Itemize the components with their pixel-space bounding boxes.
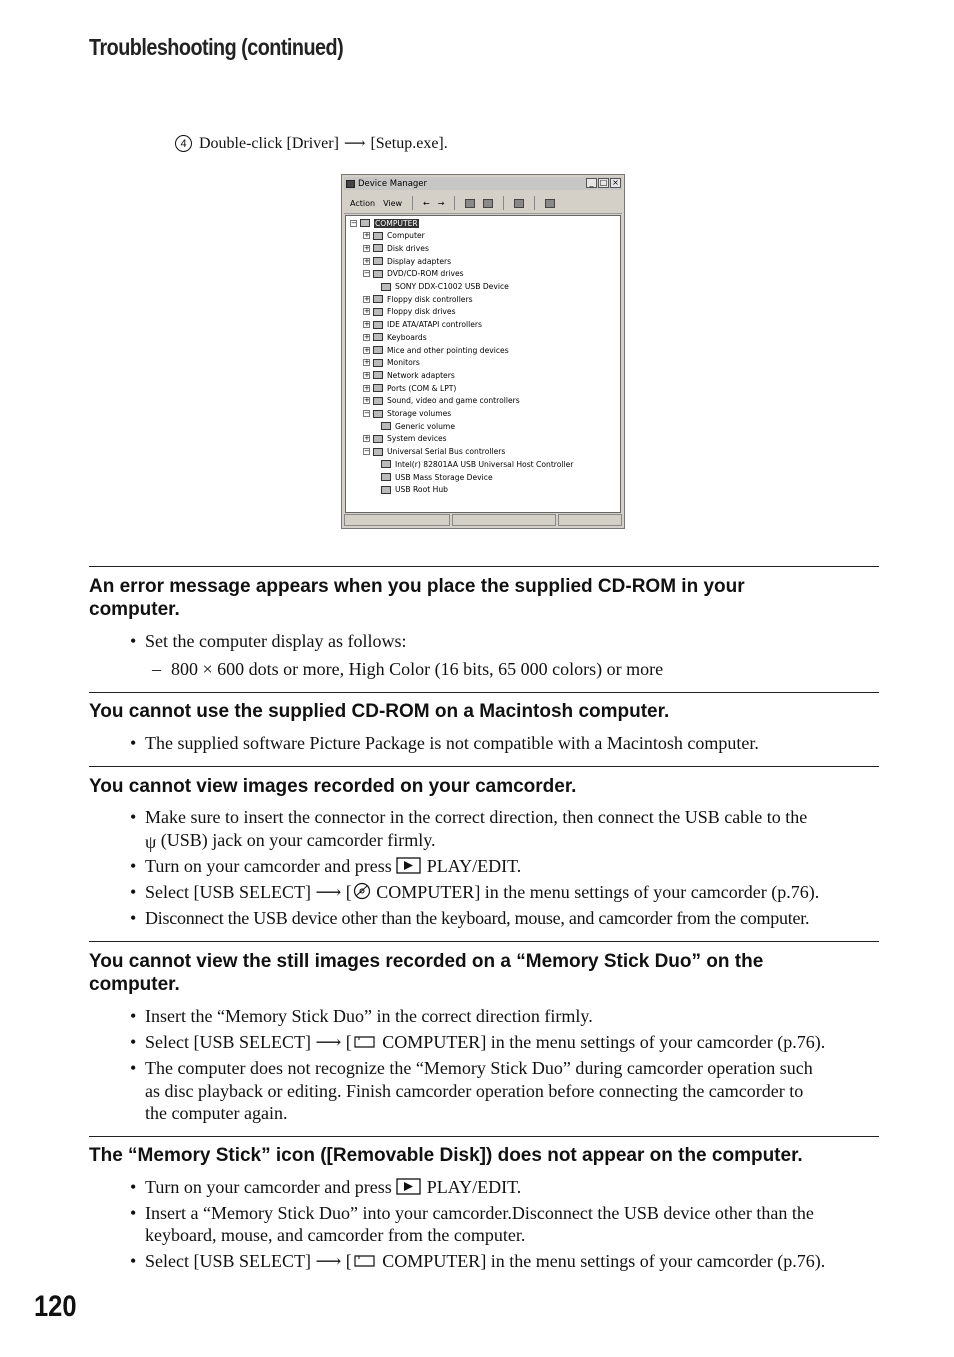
menubar bbox=[344, 193, 622, 214]
device-icon bbox=[373, 384, 383, 392]
device-icon bbox=[373, 346, 383, 354]
memory-stick-icon bbox=[352, 1034, 378, 1050]
bullet-text-continued: as disc playback or editing. Finish camcorder operation before connecting the camcorder to bbox=[145, 1081, 804, 1101]
bullet-text-usb: (USB) jack on your camcorder firmly. bbox=[160, 830, 436, 850]
heading-line: computer. bbox=[89, 974, 180, 995]
device-icon bbox=[381, 422, 391, 430]
bullet-text-continued: keyboard, mouse, and camcorder from the computer. bbox=[145, 1225, 526, 1245]
tree-node-label: SONY DDX-C1002 USB Device bbox=[395, 282, 509, 291]
window-titlebar bbox=[344, 177, 622, 190]
expand-icon: + bbox=[364, 256, 370, 265]
device-tree bbox=[345, 215, 621, 513]
bullet-icon: • bbox=[130, 631, 137, 651]
tree-node bbox=[363, 357, 420, 369]
text-part: COMPUTER] in the menu settings of your camcorder (p.76). bbox=[382, 1032, 826, 1052]
text-part: PLAY/EDIT. bbox=[426, 856, 522, 876]
tree-node-label: DVD/CD-ROM drives bbox=[387, 269, 464, 279]
tree-node bbox=[363, 408, 451, 420]
text-part: Turn on your camcorder and press bbox=[145, 1177, 392, 1197]
tree-node-label: System devices bbox=[387, 434, 447, 444]
tree-node-label: Mice and other pointing devices bbox=[387, 345, 509, 355]
bullet-icon: • bbox=[130, 882, 137, 902]
tree-node-label: Ports (COM & LPT) bbox=[387, 383, 457, 393]
expand-icon: + bbox=[364, 294, 370, 303]
step-number: 4 bbox=[175, 135, 192, 152]
help-icon bbox=[514, 199, 524, 208]
device-icon bbox=[373, 244, 383, 252]
dash-icon: – bbox=[152, 659, 161, 679]
collapse-icon: − bbox=[351, 218, 357, 227]
back-arrow-icon: ← bbox=[423, 198, 430, 208]
tree-node bbox=[363, 369, 455, 381]
tree-node-label: USB Mass Storage Device bbox=[395, 472, 493, 482]
tree-node-label: Network adapters bbox=[387, 370, 455, 380]
device-icon bbox=[373, 321, 383, 329]
memory-stick-icon bbox=[352, 1253, 378, 1269]
text-part: Select [USB SELECT] bbox=[145, 1032, 311, 1052]
bullet-icon: • bbox=[130, 807, 137, 827]
device-icon bbox=[373, 257, 383, 265]
tree-node bbox=[363, 319, 482, 331]
text-part: PLAY/EDIT. bbox=[426, 1177, 522, 1197]
section-heading-memory-stick-view bbox=[89, 950, 879, 996]
tree-node bbox=[381, 484, 448, 496]
step-4 bbox=[175, 134, 448, 153]
bullet-text: Make sure to insert the connector in the correct direction, then connect the USB cable to the bbox=[145, 807, 808, 827]
close-icon: × bbox=[610, 178, 621, 188]
tree-node-label: Display adapters bbox=[387, 256, 452, 266]
tree-node bbox=[363, 306, 456, 318]
tree-node bbox=[350, 217, 419, 229]
bullet-icon: • bbox=[130, 1203, 137, 1223]
device-icon bbox=[381, 283, 391, 291]
tree-node bbox=[363, 331, 427, 343]
device-icon bbox=[360, 219, 370, 227]
expand-icon: + bbox=[364, 243, 370, 252]
device-icon bbox=[373, 371, 383, 379]
bullet-icon: • bbox=[130, 1058, 137, 1078]
dash-text: 800 × 600 dots or more, High Color (16 bits, 65 000 colors) or more bbox=[171, 659, 664, 679]
step-text-before: Double-click [Driver] bbox=[199, 134, 339, 152]
device-manager-icon bbox=[346, 180, 355, 188]
menu-action: Action bbox=[350, 198, 376, 208]
bullet-text: Select [USB SELECT] ⟶ [ COMPUTER] in the menu settings of your camcorder (p.76). bbox=[145, 882, 820, 902]
device-icon bbox=[373, 232, 383, 240]
bullet-text: The computer does not recognize the “Memory Stick Duo” during camcorder operation such bbox=[145, 1058, 813, 1078]
running-head: Troubleshooting (continued) bbox=[89, 34, 344, 60]
bullet-icon: • bbox=[130, 1251, 137, 1271]
play-button-icon bbox=[396, 857, 422, 874]
tree-node-label: IDE ATA/ATAPI controllers bbox=[387, 320, 482, 330]
maximize-icon: □ bbox=[599, 178, 608, 187]
device-icon bbox=[373, 308, 383, 316]
tree-node-label: Disk drives bbox=[387, 243, 429, 253]
text-part: COMPUTER] in the menu settings of your camcorder (p.76). bbox=[376, 882, 820, 902]
device-icon bbox=[381, 486, 391, 494]
device-manager-screenshot bbox=[341, 174, 625, 529]
tree-node-label: Floppy disk controllers bbox=[387, 294, 473, 304]
usb-icon: ψ bbox=[145, 832, 157, 852]
menu-view: View bbox=[383, 198, 403, 208]
expand-icon: + bbox=[364, 320, 370, 329]
bullet-text: Insert the “Memory Stick Duo” in the correct direction firmly. bbox=[145, 1006, 593, 1026]
tree-node bbox=[363, 395, 520, 407]
device-icon bbox=[373, 359, 383, 367]
expand-icon: + bbox=[364, 370, 370, 379]
tree-node bbox=[363, 268, 464, 280]
heading-line: You cannot view the still images recorded on a “Memory Stick Duo” on the bbox=[89, 951, 764, 972]
bullet-text: Disconnect the USB device other than the keyboard, mouse, and camcorder from the computer. bbox=[145, 908, 810, 928]
bullet-text bbox=[145, 1176, 521, 1198]
tree-node-label: Universal Serial Bus controllers bbox=[387, 447, 506, 457]
expand-icon: + bbox=[364, 383, 370, 392]
forward-arrow-icon: → bbox=[437, 198, 445, 208]
minimize-icon: _ bbox=[586, 178, 597, 188]
tree-node bbox=[363, 255, 451, 267]
section-rule bbox=[89, 1136, 879, 1137]
heading-line: computer. bbox=[89, 599, 180, 620]
bullet-icon: • bbox=[130, 733, 137, 753]
collapse-icon: − bbox=[364, 447, 370, 456]
bullet-icon: • bbox=[130, 1177, 137, 1197]
bullet-text: Set the computer display as follows: bbox=[145, 631, 407, 651]
text-part: Select [USB SELECT] bbox=[145, 882, 311, 902]
expand-icon: + bbox=[364, 396, 370, 405]
bullet-text: Insert a “Memory Stick Duo” into your camcorder.Disconnect the USB device other than the bbox=[145, 1203, 814, 1223]
tree-node bbox=[363, 382, 456, 394]
bullet-text bbox=[145, 855, 521, 877]
device-icon bbox=[373, 270, 383, 278]
expand-icon: + bbox=[364, 345, 370, 354]
computer-disc-icon bbox=[352, 882, 372, 900]
arrow-right-icon: ⟶ bbox=[315, 1032, 342, 1052]
bullet-text-continued: the computer again. bbox=[145, 1103, 288, 1123]
step-text-after: [Setup.exe]. bbox=[370, 134, 448, 152]
expand-icon: + bbox=[364, 307, 370, 316]
page-number: 120 bbox=[34, 1290, 77, 1323]
collapse-icon: − bbox=[364, 269, 370, 278]
device-icon bbox=[381, 460, 391, 468]
text-part: COMPUTER] in the menu settings of your camcorder (p.76). bbox=[382, 1251, 826, 1271]
tree-node bbox=[381, 458, 573, 470]
bullet-text-continued bbox=[145, 829, 436, 853]
tree-node bbox=[381, 281, 509, 293]
play-button-icon bbox=[396, 1178, 422, 1195]
device-icon bbox=[373, 410, 383, 418]
section-rule bbox=[89, 692, 879, 693]
tree-node-label: Floppy disk drives bbox=[387, 307, 456, 317]
section-heading-cdrom-error bbox=[89, 575, 879, 621]
bullet-icon: • bbox=[130, 1032, 137, 1052]
section-heading-macintosh: You cannot use the supplied CD-ROM on a Macintosh computer. bbox=[89, 701, 670, 722]
device-icon bbox=[373, 448, 383, 456]
tree-node bbox=[363, 230, 425, 242]
device-icon bbox=[373, 333, 383, 341]
collapse-icon: − bbox=[364, 409, 370, 417]
tree-node-label: Sound, video and game controllers bbox=[387, 396, 520, 406]
properties-icon bbox=[465, 199, 475, 208]
tree-node bbox=[363, 242, 429, 254]
tree-node bbox=[363, 433, 447, 445]
bullet-text: Select [USB SELECT] ⟶ [ COMPUTER] in the menu settings of your camcorder (p.76). bbox=[145, 1032, 826, 1052]
bullet-text: The supplied software Picture Package is not compatible with a Macintosh computer. bbox=[145, 733, 759, 753]
tree-node-label: Intel(r) 82801AA USB Universal Host Controller bbox=[395, 459, 574, 469]
device-icon bbox=[373, 397, 383, 405]
section-rule bbox=[89, 766, 879, 767]
bullet-text: Select [USB SELECT] ⟶ [ COMPUTER] in the menu settings of your camcorder (p.76). bbox=[145, 1251, 826, 1271]
arrow-right-icon: ⟶ bbox=[315, 1251, 342, 1271]
tree-node bbox=[381, 420, 455, 432]
bullet-icon: • bbox=[130, 1006, 137, 1026]
expand-icon: + bbox=[364, 332, 370, 341]
window-title: Device Manager bbox=[358, 178, 428, 189]
scan-hardware-icon bbox=[545, 199, 555, 208]
arrow-right-icon: ⟶ bbox=[315, 882, 342, 902]
text-part: Turn on your camcorder and press bbox=[145, 856, 392, 876]
expand-icon: + bbox=[364, 434, 370, 443]
text-part: Select [USB SELECT] bbox=[145, 1251, 311, 1271]
tree-node bbox=[363, 344, 509, 356]
bullet-icon: • bbox=[130, 908, 137, 928]
section-heading-cannot-view: You cannot view images recorded on your camcorder. bbox=[89, 776, 577, 797]
tree-node-label: Monitors bbox=[387, 358, 420, 368]
heading-line: An error message appears when you place the supplied CD-ROM in your bbox=[89, 576, 745, 597]
print-icon bbox=[483, 199, 493, 208]
section-rule bbox=[89, 566, 879, 567]
section-heading-removable-disk: The “Memory Stick” icon ([Removable Disk]) does not appear on the computer. bbox=[89, 1145, 803, 1166]
tree-node bbox=[363, 293, 473, 305]
tree-node-label: COMPUTER bbox=[375, 218, 418, 228]
arrow-right-icon: ⟶ bbox=[343, 136, 366, 152]
tree-node-label: USB Root Hub bbox=[395, 485, 448, 495]
tree-node-label: Keyboards bbox=[387, 332, 427, 342]
statusbar bbox=[344, 514, 622, 526]
expand-icon: + bbox=[364, 358, 370, 367]
device-icon bbox=[381, 473, 391, 481]
expand-icon: + bbox=[364, 231, 370, 240]
tree-node bbox=[363, 446, 505, 458]
tree-node-label: Generic volume bbox=[395, 421, 455, 431]
tree-node bbox=[381, 471, 493, 483]
device-icon bbox=[373, 295, 383, 303]
bullet-icon: • bbox=[130, 856, 137, 876]
device-icon bbox=[373, 435, 383, 443]
tree-node-label: Computer bbox=[387, 231, 425, 241]
section-rule bbox=[89, 941, 879, 942]
tree-node-label: Storage volumes bbox=[387, 409, 452, 418]
